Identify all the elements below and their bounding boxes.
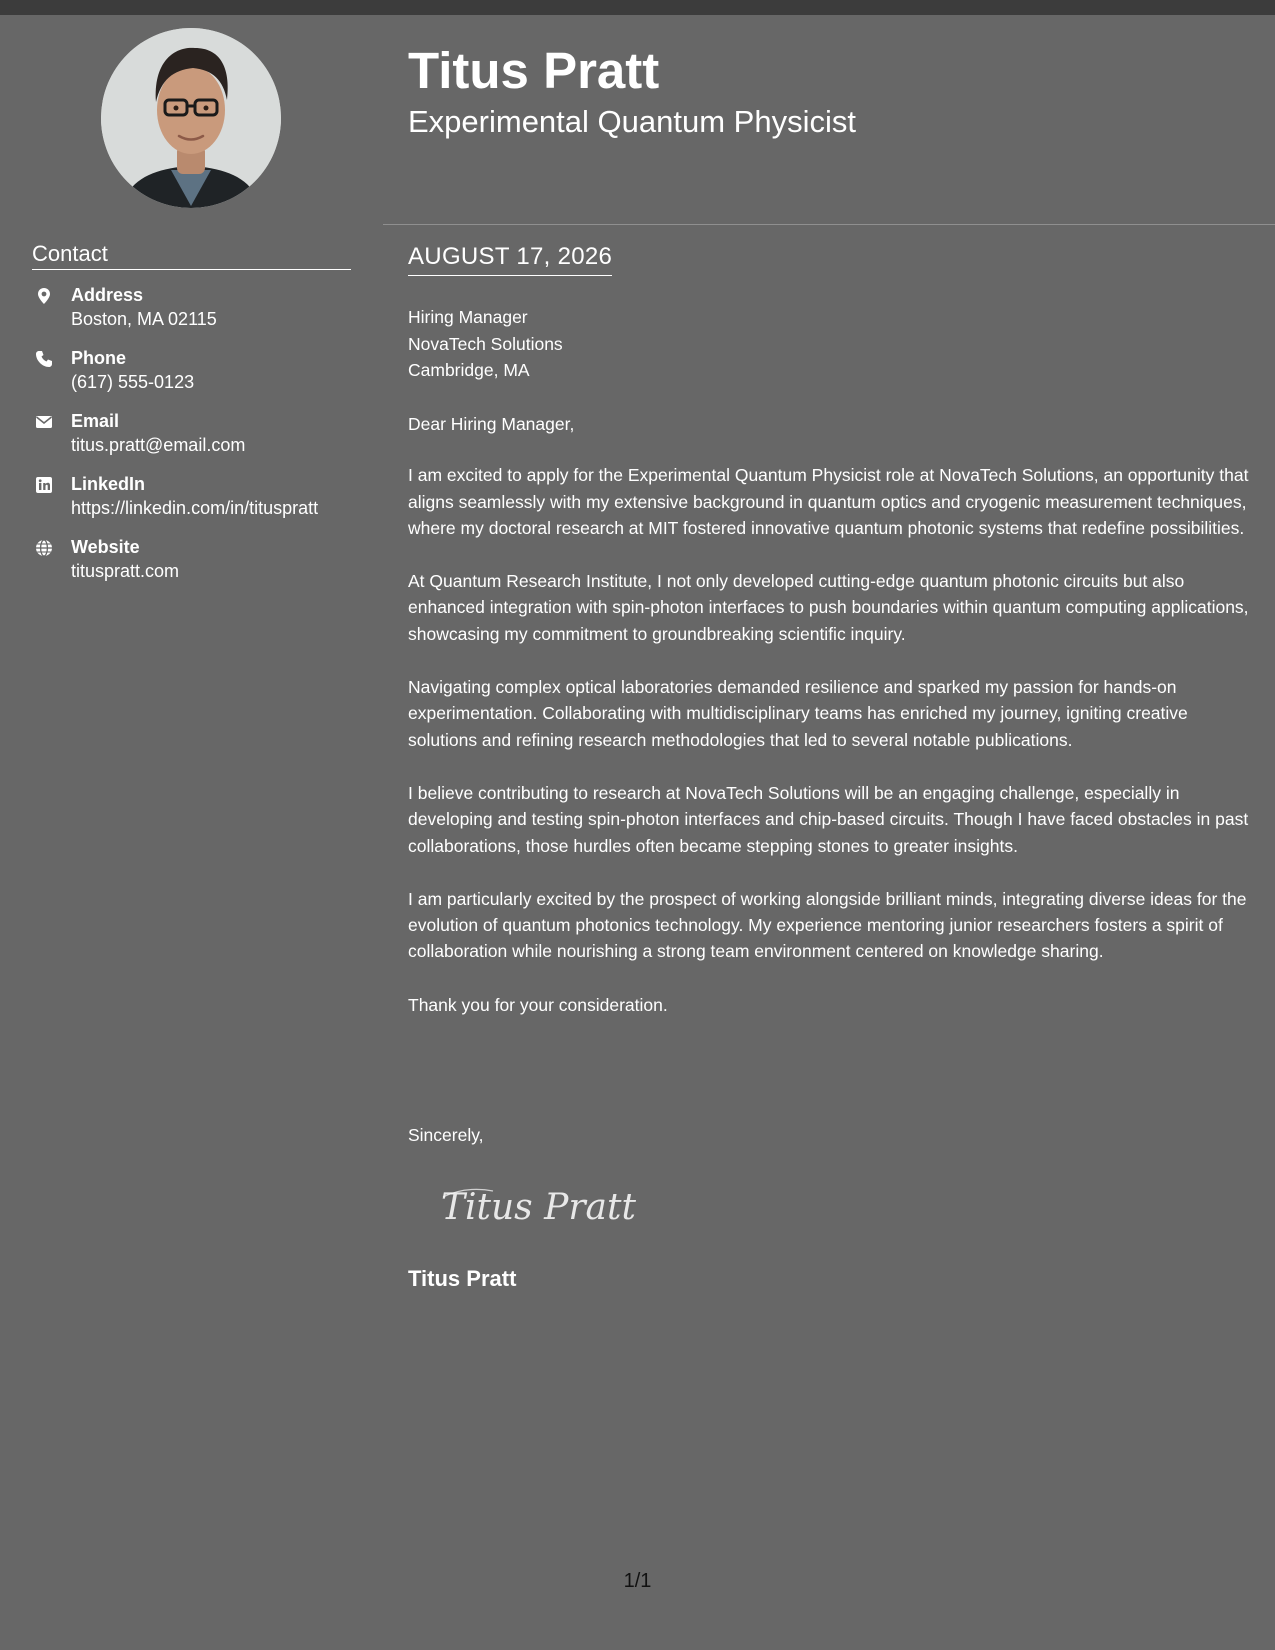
- website-link[interactable]: tituspratt.com: [71, 561, 180, 581]
- header-divider: [383, 224, 1275, 225]
- letter-paragraph: I am particularly excited by the prospect of working alongside brilliant minds, integrating diverse ideas for the evolution of quantum photonics technology. My experience mentoring junior researchers fosters a spirit of collaboration while nourishing a strong team environment centered on knowledge sharing.: [408, 888, 1247, 962]
- email-icon: [35, 413, 53, 431]
- phone-icon: [35, 350, 53, 368]
- letter-body: [408, 411, 1250, 1045]
- letter-paragraph: I believe contributing to research at NovaTech Solutions will be an engaging challenge, especially in developing and testing spin-photon interfaces and chip-based circuits. Though I have faced obstacles in past collaborations, those hurdles often became stepping stones to greater insights.: [408, 782, 1249, 856]
- contact-heading: Contact: [32, 241, 351, 270]
- letter-paragraph: At Quantum Research Institute, I not only developed cutting-edge quantum photonic circuits but also enhanced integration with spin-photon interfaces to push boundaries within quantum computing applications, showcasing my commitment to groundbreaking scientific inquiry.: [408, 571, 1249, 644]
- profile-photo: [101, 28, 281, 208]
- closing: Sincerely,: [408, 1125, 484, 1145]
- applicant-title: Experimental Quantum Physicist: [408, 104, 856, 139]
- letter-paragraph: Thank you for your consideration.: [408, 994, 668, 1015]
- recipient-block: [408, 304, 563, 384]
- page-number: 1/1: [623, 1570, 652, 1592]
- phone-value[interactable]: (617) 555-0123: [71, 372, 195, 392]
- salutation: Dear Hiring Manager,: [408, 414, 575, 434]
- recipient-name: Hiring Manager: [408, 307, 528, 327]
- sidebar: [0, 15, 383, 1650]
- letter-date: AUGUST 17, 2026: [408, 243, 612, 276]
- contact-item-phone: [32, 348, 372, 411]
- contact-item-email: [32, 411, 372, 474]
- letter-main: [383, 15, 1275, 1650]
- contact-label: Phone: [71, 348, 127, 368]
- address-value: Boston, MA 02115: [71, 309, 217, 329]
- letter-paragraph: I am excited to apply for the Experimental Quantum Physicist role at NovaTech Solutions, an opportunity that aligns seamlessly with my extensive background in quantum optics and cryogenic measurement techniques, where my doctoral research at MIT fostered innovative quantum photonic systems that redefine possibilities.: [408, 465, 1249, 538]
- contact-label: Address: [71, 285, 144, 305]
- contact-item-linkedin: [32, 474, 372, 537]
- linkedin-link[interactable]: https://linkedin.com/in/tituspratt: [71, 498, 319, 518]
- contact-label: Email: [71, 411, 120, 431]
- email-link[interactable]: titus.pratt@email.com: [71, 435, 246, 455]
- top-bar: [0, 0, 1275, 15]
- recipient-location: Cambridge, MA: [408, 360, 530, 380]
- globe-icon: [35, 539, 53, 557]
- recipient-company: NovaTech Solutions: [408, 333, 563, 354]
- linkedin-icon: [35, 476, 53, 494]
- contact-item-website: [32, 537, 372, 600]
- location-pin-icon: [35, 287, 53, 305]
- contact-list: [32, 285, 372, 600]
- applicant-name: Titus Pratt: [408, 42, 660, 99]
- contact-label: LinkedIn: [71, 474, 146, 494]
- handwritten-signature: [433, 1177, 653, 1242]
- signature-text: Titus Pratt: [441, 1187, 636, 1228]
- letter-paragraph: Navigating complex optical laboratories demanded resilience and sparked my passion for hands-on experimentation. Collaborating with multidisciplinary teams has enriched my journey, igniting creative solutions and refining research methodologies that led to several notable publications.: [408, 677, 1188, 750]
- contact-item-address: [32, 285, 372, 348]
- signed-name: Titus Pratt: [408, 1266, 517, 1291]
- contact-label: Website: [71, 537, 140, 557]
